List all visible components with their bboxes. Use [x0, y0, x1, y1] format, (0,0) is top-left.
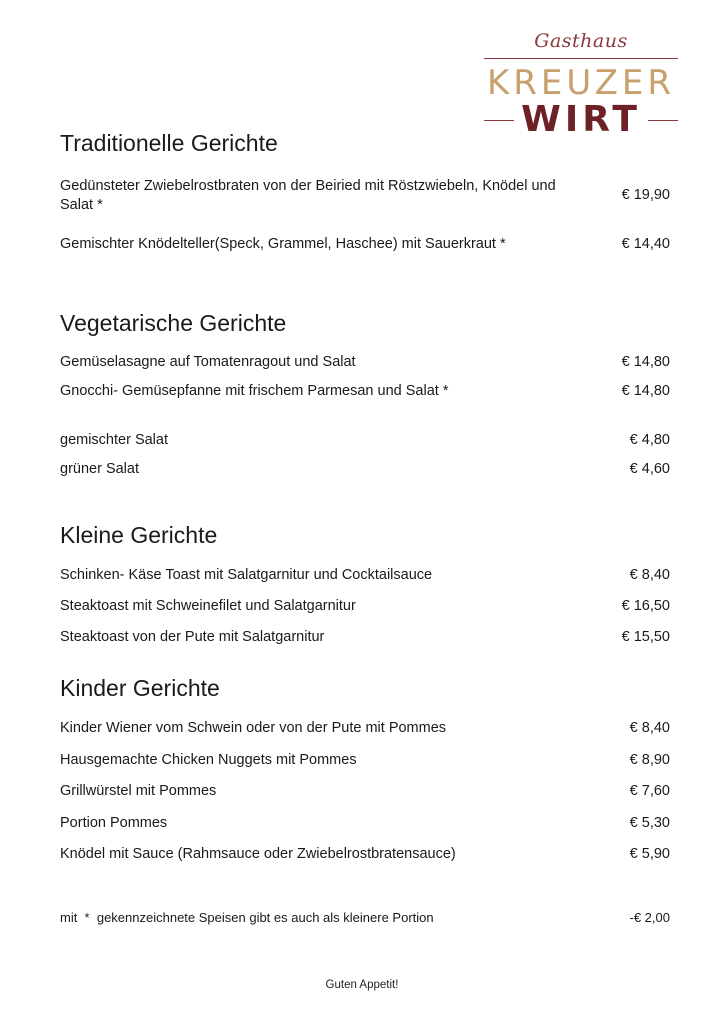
menu-item-name: Gnocchi- Gemüsepfanne mit frischem Parmesan und Salat *	[60, 383, 449, 399]
portion-note-price: -€ 2,00	[629, 910, 670, 925]
gasthaus-logo	[484, 28, 678, 138]
menu-item-name: Portion Pommes	[60, 815, 168, 831]
logo-wirt-text: WIRT	[521, 99, 641, 140]
menu-item-name: Knödel mit Sauce (Rahmsauce oder Zwiebelrostbratensauce)	[60, 846, 456, 862]
menu-item	[60, 719, 670, 738]
menu-item	[60, 431, 670, 450]
menu-item-price: € 4,80	[629, 432, 670, 448]
menu-item	[60, 235, 670, 254]
menu-item	[60, 597, 670, 616]
menu-item-name: Gedünsteter Zwiebelrostbraten von der Beiried mit Röstzwiebeln, Knödel und Salat *	[60, 178, 556, 213]
menu-item-price: € 8,90	[629, 752, 670, 768]
menu-item-price: € 14,40	[621, 236, 670, 252]
menu-item-name: Kinder Wiener vom Schwein oder von der Pute mit Pommes	[60, 720, 447, 736]
menu-item	[60, 177, 670, 215]
menu-item-name: Steaktoast von der Pute mit Salatgarnitur	[60, 629, 325, 645]
menu-item	[60, 628, 670, 647]
menu-item-price: € 5,90	[629, 846, 670, 862]
menu-item-price: € 16,50	[621, 598, 670, 614]
menu-item	[60, 460, 670, 479]
menu-item-price: € 14,80	[621, 383, 670, 399]
menu-item-name: Schinken- Käse Toast mit Salatgarnitur und Cocktailsauce	[60, 567, 433, 583]
menu-item	[60, 566, 670, 585]
menu-item	[60, 782, 670, 801]
menu-item-price: € 8,40	[629, 567, 670, 583]
menu-item	[60, 814, 670, 833]
menu-item	[60, 751, 670, 770]
section-title-vegetarische: Vegetarische Gerichte	[60, 310, 287, 336]
menu-item-price: € 15,50	[621, 629, 670, 645]
menu-item-name: grüner Salat	[60, 461, 139, 477]
menu-item-price: € 5,30	[629, 815, 670, 831]
menu-item-name: Steaktoast mit Schweinefilet und Salatgarnitur	[60, 598, 356, 614]
menu-item	[60, 353, 670, 372]
section-title-kleine: Kleine Gerichte	[60, 522, 218, 548]
menu-item-price: € 14,80	[621, 354, 670, 370]
logo-divider-top	[484, 58, 678, 59]
portion-note-text: mit * gekennzeichnete Speisen gibt es auch als kleinere Portion	[60, 910, 434, 925]
menu-item-name: gemischter Salat	[60, 432, 168, 448]
menu-item-price: € 8,40	[629, 720, 670, 736]
section-title-traditionelle: Traditionelle Gerichte	[60, 130, 278, 156]
menu-item-name: Gemischter Knödelteller(Speck, Grammel, Haschee) mit Sauerkraut *	[60, 236, 506, 252]
menu-item	[60, 845, 670, 864]
menu-item-price: € 7,60	[629, 783, 670, 799]
menu-item-price: € 19,90	[621, 187, 670, 203]
section-title-kinder: Kinder Gerichte	[60, 675, 220, 701]
menu-item-name: Gemüselasagne auf Tomatenragout und Salat	[60, 354, 356, 370]
logo-script-text: Gasthaus	[534, 30, 628, 52]
logo-divider-right	[648, 120, 678, 121]
menu-item-name: Grillwürstel mit Pommes	[60, 783, 217, 799]
logo-kreuzer-text: KREUZER	[486, 63, 676, 103]
menu-item	[60, 382, 670, 401]
menu-item-price: € 4,60	[629, 461, 670, 477]
menu-item-name: Hausgemachte Chicken Nuggets mit Pommes	[60, 752, 357, 768]
footer-greeting: Guten Appetit!	[325, 979, 399, 991]
portion-note	[60, 910, 670, 925]
